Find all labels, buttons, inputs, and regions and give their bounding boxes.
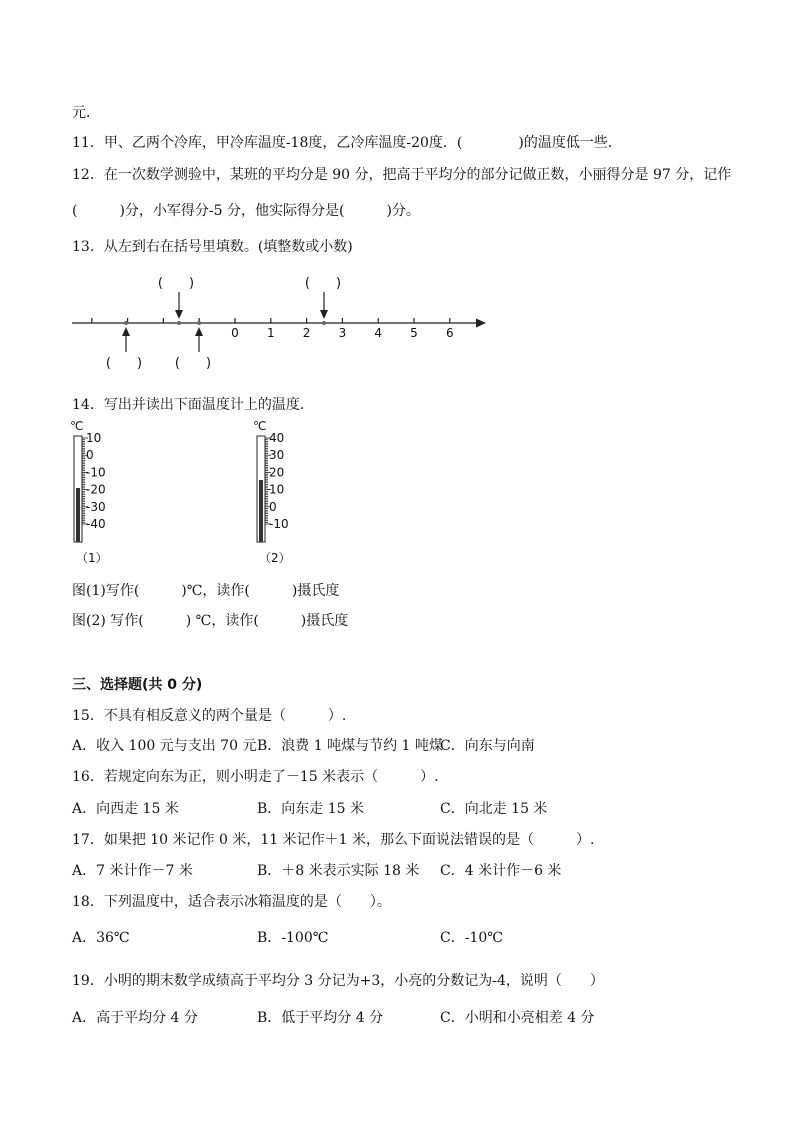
q16-option-a: A．向西走 15 米: [72, 801, 179, 817]
thermometer-label: -20: [86, 482, 106, 497]
question-16: 16．若规定向东为正，则小明走了－15 米表示（ ）.: [72, 769, 439, 785]
q17-option-b: B．＋8 米表示实际 18 米: [257, 863, 420, 879]
thermometer-label: 0: [86, 448, 94, 463]
q16-option-c: C．向北走 15 米: [440, 801, 548, 817]
question-12-line1: 12．在一次数学测验中，某班的平均分是 90 分，把高于平均分的部分记做正数，小丽得分是 97 分，记作: [72, 167, 732, 183]
number-line-label: 1: [266, 326, 275, 340]
q18-option-b: B．-100℃: [257, 930, 329, 946]
thermometer-2: [253, 418, 373, 568]
question-15: 15．不具有相反意义的两个量是（ ）.: [72, 708, 347, 724]
bottom-bracket-2: ( ): [174, 356, 212, 371]
thermometer-label: 10: [86, 431, 102, 445]
thermometer-label: -10: [269, 517, 289, 531]
figure-1-prompt: 图(1)写作( )℃，读作( )摄氏度: [72, 583, 340, 599]
thermometer-label: 40: [269, 431, 285, 445]
q17-option-a: A．7 米计作－7 米: [72, 863, 193, 879]
thermometer-label: 0: [269, 499, 277, 514]
question-12-line2: ( )分，小军得分-5 分，他实际得分是( )分。: [72, 203, 420, 219]
number-line-label: 6: [445, 326, 454, 340]
unit-label: ℃: [253, 419, 267, 433]
question-14: 14．写出并读出下面温度计上的温度．: [72, 397, 314, 413]
top-bracket-2: ( ): [304, 276, 342, 291]
thermometer-label: 20: [269, 465, 285, 480]
thermometer-label: -30: [86, 499, 106, 514]
q18-option-c: C．-10℃: [440, 930, 503, 946]
thermometer-1: [70, 418, 190, 568]
number-line-label: 2: [302, 326, 311, 340]
question-11: 11．甲、乙两个冷库，甲冷库温度-18度，乙冷库温度-20度．( )的温度低一些．: [72, 135, 622, 151]
number-line-label: 0: [231, 326, 239, 340]
text-continuation: 元．: [72, 105, 100, 121]
caption-1: （1）: [76, 551, 108, 565]
number-line-label: 5: [410, 326, 418, 340]
q15-option-b: B．浪费 1 吨煤与节约 1 吨煤: [257, 738, 443, 754]
top-bracket-1: ( ): [157, 276, 195, 291]
thermometer-label: -10: [86, 465, 106, 480]
question-18: 18．下列温度中，适合表示冰箱温度的是（ ）。: [72, 894, 391, 910]
q18-option-a: A．36℃: [72, 930, 130, 946]
question-13: 13．从左到右在括号里填数。(填整数或小数): [72, 239, 353, 255]
thermometer-label: 10: [269, 482, 285, 497]
caption-2: （2）: [259, 551, 291, 565]
number-line: [0, 270, 794, 380]
question-19: 19．小明的期末数学成绩高于平均分 3 分记为+3，小亮的分数记为-4，说明（ ）: [72, 973, 604, 989]
unit-label: ℃: [70, 419, 84, 433]
q15-option-c: C．向东与向南: [440, 738, 535, 754]
q19-option-c: C．小明和小亮相差 4 分: [440, 1010, 595, 1026]
thermometer-label: 30: [269, 448, 285, 463]
q16-option-b: B．向东走 15 米: [257, 801, 365, 817]
section-heading: 三、选择题(共 0 分): [72, 677, 203, 693]
question-17: 17．如果把 10 米记作 0 米，11 米记作＋1 米，那么下面说法错误的是（ ）.: [72, 832, 595, 848]
number-line-label: 3: [338, 326, 347, 340]
thermometer-label: -40: [86, 517, 106, 531]
q19-option-a: A．高于平均分 4 分: [72, 1010, 198, 1026]
figure-2-prompt: 图(2) 写作( ) ℃，读作( )摄氏度: [72, 613, 349, 629]
bottom-bracket-1: ( ): [105, 356, 143, 371]
q19-option-b: B．低于平均分 4 分: [257, 1010, 384, 1026]
q17-option-c: C．4 米计作－6 米: [440, 863, 562, 879]
q15-option-a: A．收入 100 元与支出 70 元: [72, 738, 257, 754]
number-line-label: 4: [374, 326, 383, 340]
